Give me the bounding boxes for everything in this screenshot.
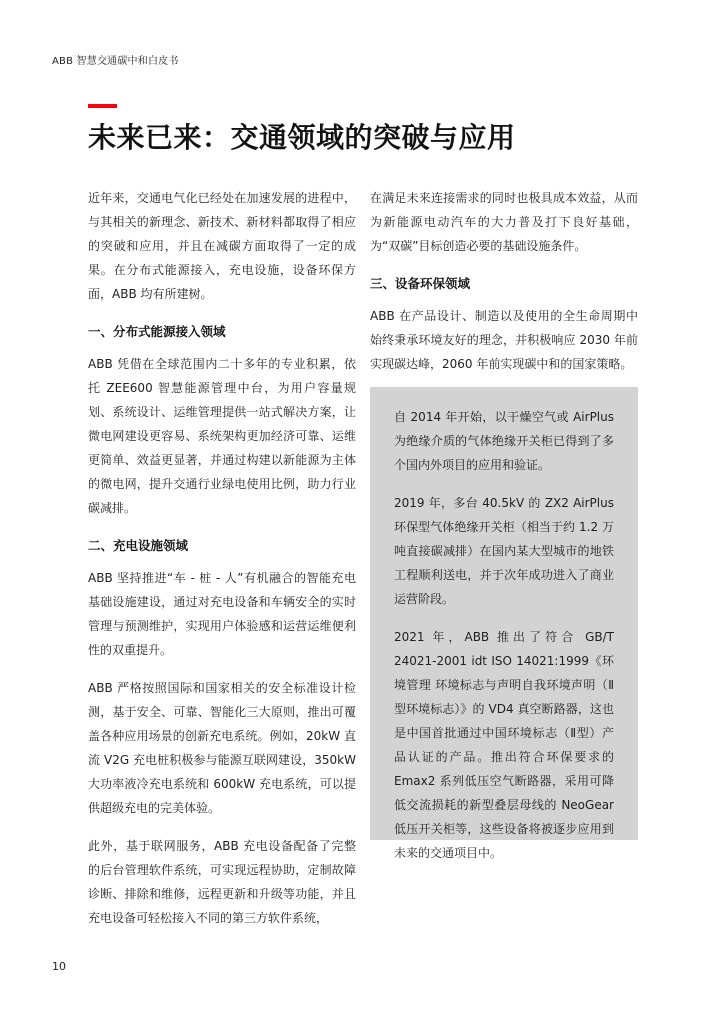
eco-equipment-paragraph: ABB 在产品设计、制造以及使用的全生命周期中始终秉承环境友好的理念，并积极响应 2030 年前实现碳达峰，2060 年前实现碳中和的国家策略。	[370, 309, 638, 371]
page-number: 10	[52, 960, 66, 973]
left-column	[88, 186, 356, 944]
callout-paragraph-1: 自 2014 年开始，以干燥空气或 AirPlus 为绝缘介质的气体绝缘开关柜已得到了多个国内外项目的应用和验证。	[394, 410, 614, 472]
right-column	[370, 186, 638, 390]
running-header: ABB 智慧交通碳中和白皮书	[52, 56, 179, 67]
section-heading-eco-equipment: 三、设备环保领域	[370, 276, 471, 291]
continuation-paragraph: 在满足未来连接需求的同时也极具成本效益，从而为新能源电动汽车的大力普及打下良好基础，为“双碳”目标创造必要的基础设施条件。	[370, 191, 638, 253]
intro-paragraph: 近年来，交通电气化已经处在加速发展的进程中，与其相关的新理念、新技术、新材料都取得了相应的突破和应用，并且在减碳方面取得了一定的成果。在分布式能源接入，充电设施，设备环保方面，ABB 均有所建树。	[88, 191, 356, 301]
page-title: 未来已来：交通领域的突破与应用	[88, 121, 516, 154]
charging-paragraph-2: ABB 严格按照国际和国家相关的安全标准设计检测，基于安全、可靠、智能化三大原则，推出可覆盖各种应用场景的创新充电系统。例如，20kW 直流 V2G 充电桩积极参与能源互联网建设，350kW 大功率液冷充电系统和 600kW 充电系统，可以提供超级充电的完美体验。	[88, 681, 356, 815]
distributed-energy-paragraph: ABB 凭借在全球范围内二十多年的专业积累，依托 ZEE600 智慧能源管理中台，为用户容量规划、系统设计、运维管理提供一站式解决方案，让微电网建设更容易、系统架构更加经济可靠、运维更简单、效益更显著，并通过构建以新能源为主体的微电网，提升交通行业绿电使用比例，助力行业碳减排。	[88, 357, 356, 515]
section-heading-distributed-energy: 一、分布式能源接入领域	[88, 324, 226, 339]
callout-paragraph-3: 2021 年，ABB 推出了符合 GB/T 24021-2001 idt ISO 14021:1999《环境管理 环境标志与声明自我环境声明（Ⅱ型环境标志）》的 VD4 真空断路器，这也是中国首批通过中国环境标志（Ⅱ型）产品认证的产品。推出符合环保要求的 Emax2 系列低压空气断路器，采用可降低交流损耗的新型叠层母线的 NeoGear 低压开关柜等，这些设备将被逐步应用到未来的交通项目中。	[394, 630, 614, 860]
section-heading-charging: 二、充电设施领域	[88, 538, 189, 553]
charging-paragraph-3: 此外，基于联网服务，ABB 充电设备配备了完整的后台管理软件系统，可实现远程协助，定制故障诊断、排除和维修，远程更新和升级等功能，并且充电设备可轻松接入不同的第三方软件系统，	[88, 839, 356, 925]
highlight-callout-box	[370, 387, 638, 860]
title-accent-bar	[88, 104, 117, 108]
callout-paragraph-2: 2019 年，多台 40.5kV 的 ZX2 AirPlus 环保型气体绝缘开关柜（相当于约 1.2 万吨直接碳减排）在国内某大型城市的地铁工程顺利送电，并于次年成功进入了商业运营阶段。	[394, 496, 614, 606]
charging-paragraph-1: ABB 坚持推进“车 - 桩 - 人”有机融合的智能充电基础设施建设，通过对充电设备和车辆安全的实时管理与预测维护，实现用户体验感和运营运维便利性的双重提升。	[88, 571, 356, 657]
